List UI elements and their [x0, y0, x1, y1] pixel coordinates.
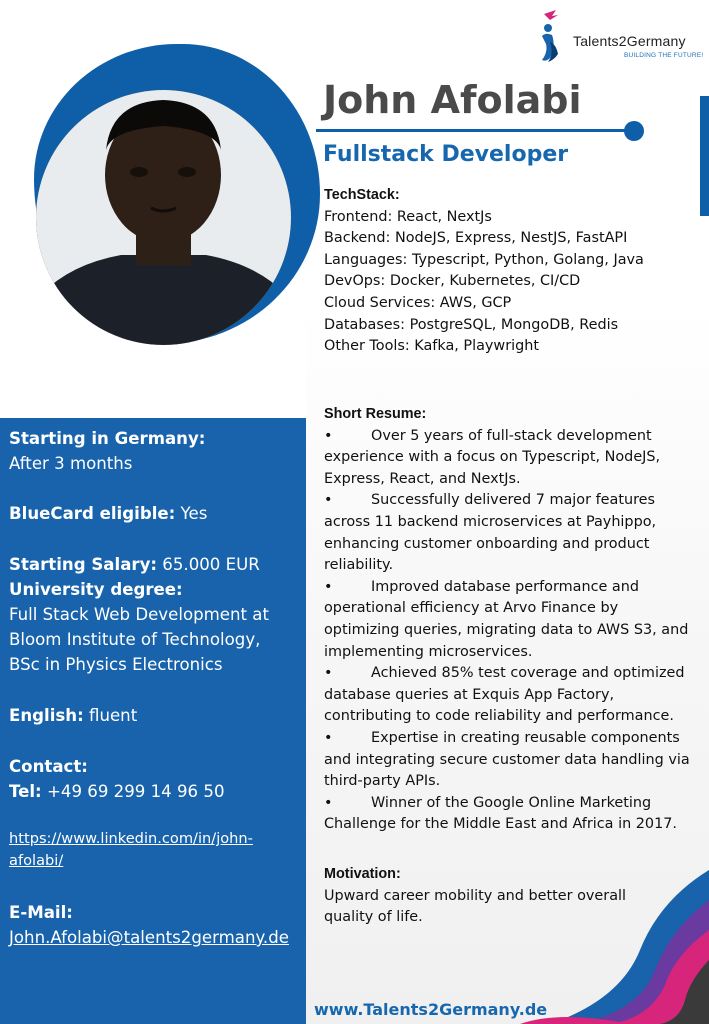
resume-item — [324, 426, 709, 491]
techstack-row: Cloud Services: AWS, GCP — [324, 294, 512, 311]
english-value: fluent — [83, 706, 138, 725]
resume-item-text: Successfully delivered 7 major features — [371, 492, 656, 509]
bullet-icon: • — [324, 794, 333, 811]
bullet-icon: • — [324, 492, 333, 509]
resume-item-line: operational efficiency at Arvo Finance by — [324, 600, 619, 617]
techstack-row: Frontend: React, NextJs — [324, 208, 492, 225]
degree-line: Bloom Institute of Technology, — [9, 630, 261, 649]
linkedin-link[interactable] — [9, 828, 253, 872]
email-link[interactable]: John.Afolabi@talents2germany.de — [9, 928, 289, 947]
resume-item-line: database queries at Exquis App Factory, — [324, 686, 615, 703]
candidate-name: John Afolabi — [323, 78, 582, 122]
airplane-person-icon — [536, 2, 576, 66]
linkedin-url-line[interactable]: afolabi/ — [9, 852, 64, 869]
degree-label: University degree: — [9, 580, 183, 599]
resume-item-line: third-party APIs. — [324, 773, 441, 790]
bullet-icon: • — [324, 427, 333, 444]
contact-label: Contact: — [9, 757, 88, 776]
english-info — [9, 703, 137, 728]
bluecard-value: Yes — [175, 504, 208, 523]
bullet-icon: • — [324, 729, 333, 746]
linkedin-url-line[interactable]: https://www.linkedin.com/in/john- — [9, 830, 253, 847]
techstack-row: Databases: PostgreSQL, MongoDB, Redis — [324, 316, 619, 333]
job-title: Fullstack Developer — [323, 142, 569, 167]
motivation-heading: Motivation: — [324, 866, 401, 882]
resume-item-text: Expertise in creating reusable components — [371, 729, 680, 746]
resume-item-line: optimizing queries, migrating data to AWS S3, and — [324, 621, 689, 638]
logo-tagline: BUILDING THE FUTURE! — [624, 52, 704, 59]
resume-item-text: Winner of the Google Online Marketing — [371, 794, 652, 811]
degree-line: BSc in Physics Electronics — [9, 655, 223, 674]
email-label: E-Mail: — [9, 903, 73, 922]
techstack-row: Backend: NodeJS, Express, NestJS, FastAPI — [324, 230, 628, 247]
resume-section — [324, 404, 709, 836]
bluecard-label: BlueCard eligible: — [9, 504, 176, 523]
start-value: After 3 months — [9, 454, 133, 473]
resume-item-line: implementing microservices. — [324, 643, 533, 660]
tel-label: Tel: — [9, 782, 42, 801]
resume-item-line: enhancing customer onboarding and product — [324, 535, 650, 552]
degree-line: Full Stack Web Development at — [9, 605, 269, 624]
resume-item — [324, 490, 709, 576]
resume-item-line: and integrating secure customer data handling via — [324, 751, 690, 768]
resume-item-text: Improved database performance and — [371, 578, 639, 595]
name-underline — [316, 129, 633, 132]
footer-website-link[interactable]: www.Talents2Germany.de — [314, 1000, 548, 1019]
email-info — [9, 900, 289, 950]
resume-item-text: Over 5 years of full-stack development — [371, 427, 652, 444]
start-label: Starting in Germany: — [9, 429, 206, 448]
resume-list — [324, 426, 709, 836]
techstack-row: DevOps: Docker, Kubernetes, CI/CD — [324, 273, 581, 290]
bluecard-info — [9, 501, 207, 526]
resume-item-line: across 11 backend microservices at Payhippo, — [324, 513, 657, 530]
resume-item — [324, 728, 709, 793]
bullet-icon: • — [324, 578, 333, 595]
techstack-row: Languages: Typescript, Python, Golang, Java — [324, 251, 644, 268]
techstack-list — [324, 207, 644, 358]
resume-item-line: contributing to code reliability and performance. — [324, 708, 674, 725]
techstack-heading: TechStack: — [324, 187, 400, 203]
resume-heading: Short Resume: — [324, 406, 427, 422]
motivation-line: quality of life. — [324, 909, 423, 926]
start-info — [9, 426, 205, 476]
logo-text: Talents2Germany — [573, 33, 686, 49]
motivation-line: Upward career mobility and better overall — [324, 887, 627, 904]
salary-degree-info — [9, 552, 269, 677]
salary-label: Starting Salary: — [9, 555, 158, 574]
name-underline-dot — [624, 121, 644, 141]
resume-item-line: Challenge for the Middle East and Africa in 2017. — [324, 816, 677, 833]
resume-item — [324, 663, 709, 728]
profile-photo — [36, 90, 291, 345]
bullet-icon: • — [324, 665, 333, 682]
salary-value: 65.000 EUR — [157, 555, 260, 574]
techstack-section — [324, 185, 644, 358]
resume-item — [324, 793, 709, 836]
techstack-row: Other Tools: Kafka, Playwright — [324, 338, 540, 355]
resume-item — [324, 577, 709, 663]
english-label: English: — [9, 706, 84, 725]
resume-item-line: Express, React, and NextJs. — [324, 470, 521, 487]
person-photo-icon — [36, 90, 291, 345]
right-edge-bar — [700, 96, 709, 216]
resume-item-text: Achieved 85% test coverage and optimized — [371, 665, 685, 682]
contact-info — [9, 754, 225, 804]
resume-item-line: reliability. — [324, 557, 394, 574]
tel-value: +49 69 299 14 96 50 — [41, 782, 225, 801]
resume-item-line: experience with a focus on Typescript, NodeJS, — [324, 449, 661, 466]
